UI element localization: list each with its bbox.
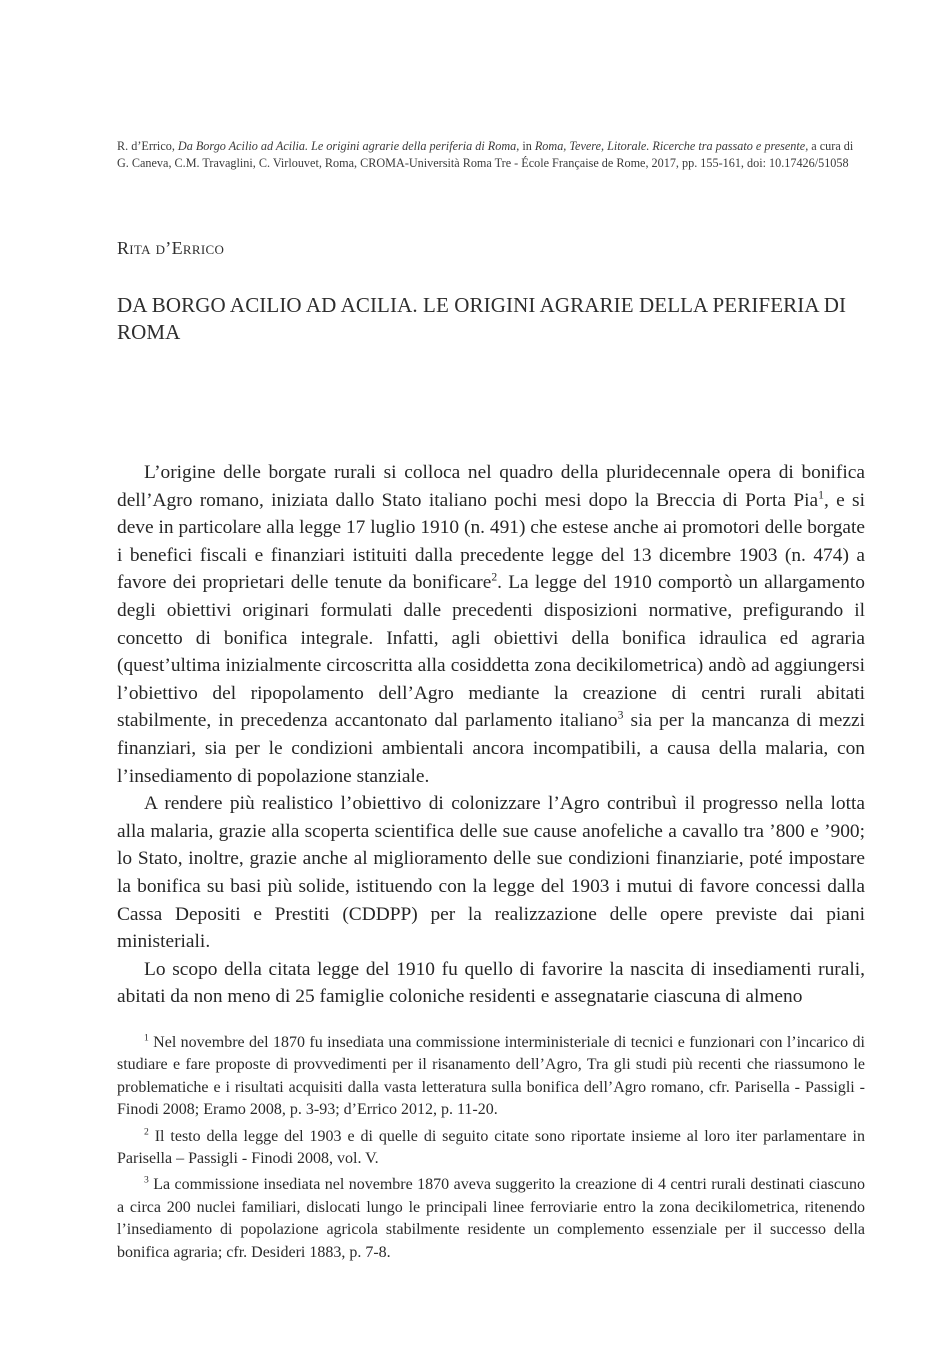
citation-header [117,138,867,172]
footnotes [117,1032,865,1268]
footnote-text: Nel novembre del 1870 fu insediata una commissione interministeriale di tecnici e funzionari con l’incarico di studiare e fare proposte di provvedimenti per il risanamento dell’Agro, Tra gli studi più recenti che riassumono le problematiche e i risultati acquisiti dalla vasta letteratura sulla bonifica dell’Agro romano, cfr. Parisella - Passigli - Finodi 2008; Eramo 2008, p. 3-93; d’Errico 2012, p. 11-20. [117,1034,865,1119]
footnote [117,1126,865,1171]
footnote [117,1174,865,1264]
author-name: Rita d’Errico [117,238,225,258]
paragraph-text: L’origine delle borgate rurali si colloca nel quadro della pluridecennale opera di bonifica dell’Agro romano, iniziata dallo Stato italiano pochi mesi dopo la Breccia di Porta Pia [117,462,865,511]
paragraph: Lo scopo della citata legge del 1910 fu quello di favorire la nascita di insediamenti rurali, abitati da non meno di 25 famiglie coloniche residenti e assegnatarie ciascuna di almeno [117,958,865,1008]
paragraph-text: . La legge del 1910 comportò un allargamento degli obiettivi originari formulati dalle precedenti disposizioni normative, prefigurando il concetto di bonifica integrale. Infatti, agli obiettivi della bonifica idraulica ed agraria (quest’ultima inizialmente circoscritta alla cosiddetta zona decikilometrica) andò ad aggiungersi l’obiettivo del ripopolamento dell’Agro mediante la creazione di centri rurali abitati stabilmente, in precedenza accantonato dal parlamento italiano [117,572,865,732]
citation-text: R. d’Errico, [117,139,178,153]
citation-text: in [519,139,535,153]
footnote-number: 3 [144,1175,149,1187]
footnote [117,1032,865,1122]
footnote-ref: 2 [491,570,498,584]
citation-details: a cura di G. Caneva, C.M. Travaglini, C. Virlouvet, Roma, CROMA-Università Roma Tre - École Française de Rome, 2017, pp. 155-161, doi: 10.17426/51058 [117,139,854,170]
footnote-number: 1 [144,1032,149,1044]
paragraph: A rendere più realistico l’obiettivo di colonizzare l’Agro contribuì il progresso nella lotta alla malaria, grazie alla scoperta scientifica delle sue cause anofeliche a cavallo tra ’800 e ’900; lo Stato, inoltre, grazie anche al miglioramento delle sue condizioni finanziarie, poté impostare la bonifica su basi più solide, istituendo con la legge del 1903 i mutui di favore concessi dalla Cassa Depositi e Prestiti (CDDPP) per la realizzazione delle opere previste dai piani ministeriali. [117,793,865,953]
article-title: DA BORGO ACILIO AD ACILIA. LE ORIGINI AGRARIE DELLA PERIFERIA DI ROMA [117,293,847,344]
paragraph-text: sia per la mancanza di mezzi finanziari, sia per le condizioni ambientali ancora incompatibili, a causa della malaria, con l’insediamento di popolazione stanziale. [117,710,865,787]
paragraph [117,459,865,790]
footnote-text: Il testo della legge del 1903 e di quelle di seguito citate sono riportate insieme al loro iter parlamentare in Parisella – Passigli - Finodi 2008, vol. V. [117,1127,865,1168]
footnote-ref: 3 [617,708,624,722]
footnote-ref: 1 [818,488,824,502]
article-title-italic: Da Borgo Acilio ad Acilia. Le origini agrarie della periferia di Roma, [177,139,520,153]
book-title-italic: Roma, Tevere, Litorale. Ricerche tra passato e presente, [534,139,809,153]
body-text [117,459,865,1011]
footnote-text: La commissione insediata nel novembre 1870 aveva suggerito la creazione di 4 centri rurali destinati ciascuno a circa 200 nuclei familiari, dislocati lungo le principali linee ferroviarie entro la zona decikilometrica, ritenendo l’insediamento di popolazione agricola stabilmente residente un complemento essenziale per il successo della bonifica agraria; cfr. Desideri 1883, p. 7-8. [117,1176,865,1261]
footnote-number: 2 [144,1126,149,1138]
paragraph-text: , e si deve in particolare alla legge 17 luglio 1910 (n. 491) che estese anche ai promotori delle borgate i benefici fiscali e finanziari istituiti dalla precedente legge del 13 dicembre 1903 (n. 474) a favore dei proprietari delle tenute da bonificare [117,489,865,594]
